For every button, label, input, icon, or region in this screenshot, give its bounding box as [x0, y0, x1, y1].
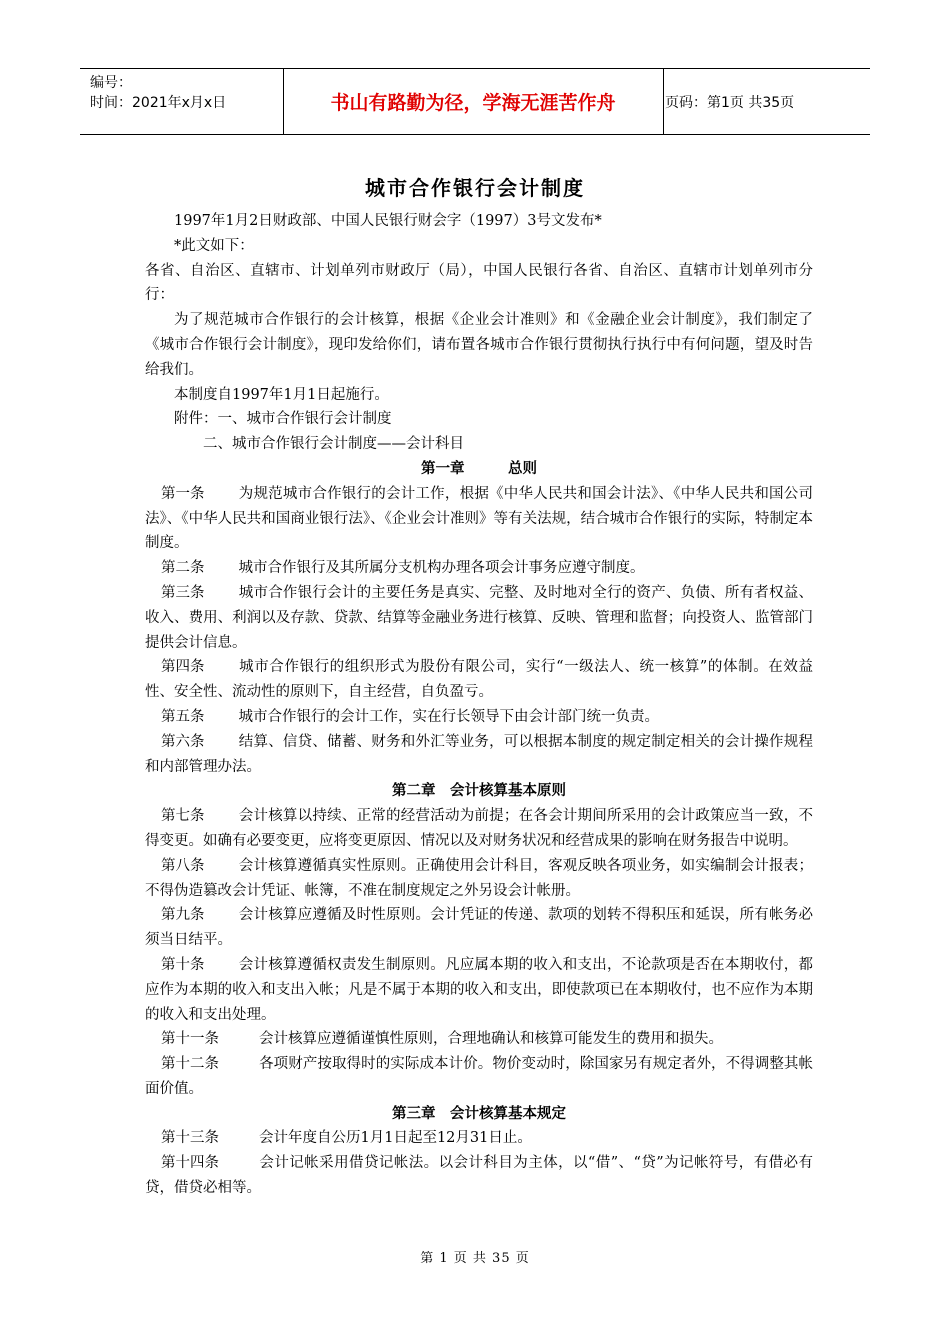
intro-line: 1997年1月2日财政部、中国人民银行财会字（1997）3号文发布* [174, 213, 602, 229]
document-title: 城市合作银行会计制度 [365, 176, 585, 200]
article [145, 482, 813, 556]
article-number: 第五条 [161, 708, 205, 725]
article-text: 会计核算应遵循及时性原则。会计凭证的传递、款项的划转不得积压和延误，所有帐务必须当日结平。 [145, 907, 813, 949]
article-number: 第十四条 [161, 1155, 219, 1172]
article-number: 第七条 [161, 808, 205, 825]
document-header [80, 68, 870, 135]
article [145, 730, 813, 780]
article-text: 城市合作银行的组织形式为股份有限公司，实行“一级法人、统一核算”的体制。在效益性、安全性、流动性的原则下，自主经营，自负盈亏。 [145, 659, 813, 701]
intro-line: 各省、自治区、直辖市、计划单列市财政厅（局），中国人民银行各省、自治区、直辖市计划单列市分行： [145, 262, 813, 304]
chapter-heading: 第一章 总则 [421, 460, 537, 477]
article-number: 第九条 [161, 907, 205, 924]
article-number: 第八条 [161, 857, 205, 874]
header-meta [90, 73, 226, 113]
article [145, 1027, 813, 1052]
article-text: 结算、信贷、储蓄、财务和外汇等业务，可以根据本制度的规定制定相关的会计操作规程和内部管理办法。 [145, 733, 813, 775]
article [145, 1151, 813, 1201]
article-text: 会计核算以持续、正常的经营活动为前提；在各会计期间所采用的会计政策应当一致，不得变更。如确有必要变更，应将变更原因、情况以及对财务状况和经营成果的影响在财务报告中说明。 [145, 808, 813, 849]
article-text: 各项财产按取得时的实际成本计价。物价变动时，除国家另有规定者外，不得调整其帐面价值。 [145, 1056, 813, 1097]
article [145, 705, 813, 730]
article-text: 为规范城市合作银行的会计工作，根据《中华人民共和国会计法》、《中华人民共和国公司法》、《中华人民共和国商业银行法》、《企业会计准则》等有关法规，结合城市合作银行的实际，特制定本制度。 [145, 485, 813, 552]
header-time-label: 时间：2021年x月x日 [90, 95, 227, 111]
article [145, 804, 813, 854]
intro-line: *此文如下： [174, 237, 254, 254]
article-number: 第十一条 [161, 1031, 219, 1048]
article [145, 1052, 813, 1102]
header-motto: 书山有路勤为径，学海无涯苦作舟 [330, 92, 616, 114]
article-number: 第一条 [161, 485, 205, 502]
article-number: 第六条 [161, 733, 205, 750]
article [145, 556, 813, 581]
article-text: 会计核算应遵循谨慎性原则，合理地确认和核算可能发生的费用和损失。 [259, 1031, 723, 1048]
article [145, 854, 813, 904]
intro-line: 本制度自1997年1月1日起施行。 [174, 386, 389, 403]
document-body [145, 209, 813, 1201]
article-number: 第四条 [161, 659, 205, 676]
article-text: 会计年度自公历1月1日起至12月31日止。 [259, 1130, 532, 1147]
article [145, 655, 813, 705]
header-divider-right [663, 68, 664, 135]
chapter-heading: 第三章 会计核算基本规定 [392, 1105, 566, 1122]
article [145, 953, 813, 1027]
intro-line: 附件：一、城市合作银行会计制度 [174, 411, 392, 428]
article [145, 581, 813, 655]
article-number: 第十三条 [161, 1130, 219, 1147]
intro-line: 为了规范城市合作银行的会计核算，根据《企业会计准则》和《金融企业会计制度》，我们制定了《城市合作银行会计制度》，现印发给你们，请布置各城市合作银行贯彻执行执行中有何问题，望及时告给我们。 [145, 312, 813, 378]
article-text: 会计核算遵循权责发生制原则。凡应属本期的收入和支出，不论款项是否在本期收付，都应作为本期的收入和支出入帐；凡是不属于本期的收入和支出，即使款项已在本期收付，也不应作为本期的收入和支出处理。 [145, 956, 813, 1023]
article-text: 会计核算遵循真实性原则。正确使用会计科目，客观反映各项业务，如实编制会计报表；不得伪造篡改会计凭证、帐簿，不准在制度规定之外另设会计帐册。 [145, 857, 813, 899]
article-text: 城市合作银行会计的主要任务是真实、完整、及时地对全行的资产、负债、所有者权益、收入、费用、利润以及存款、贷款、结算等金融业务进行核算、反映、管理和监督；向投资人、监管部门提供会计信息。 [145, 584, 813, 651]
article-number: 第二条 [161, 560, 205, 577]
article-number: 第十二条 [161, 1056, 219, 1073]
article-text: 城市合作银行及其所属分支机构办理各项会计事务应遵守制度。 [238, 560, 645, 577]
intro-line: 二、城市合作银行会计制度——会计科目 [203, 436, 464, 453]
page-footer: 第 1 页 共 35 页 [420, 1251, 530, 1266]
article-number: 第三条 [161, 584, 205, 601]
article-text: 城市合作银行的会计工作，实在行长领导下由会计部门统一负责。 [238, 708, 659, 725]
header-number-label: 编号： [90, 75, 132, 91]
chapter-heading: 第二章 会计核算基本原则 [392, 783, 566, 800]
header-page-info: 页码：第1页 共35页 [665, 95, 795, 111]
article [145, 1126, 813, 1151]
article-text: 会计记帐采用借贷记帐法。以会计科目为主体，以“借”、“贷”为记帐符号，有借必有贷，借贷必相等。 [145, 1155, 813, 1197]
article [145, 903, 813, 953]
article-number: 第十条 [161, 956, 205, 973]
